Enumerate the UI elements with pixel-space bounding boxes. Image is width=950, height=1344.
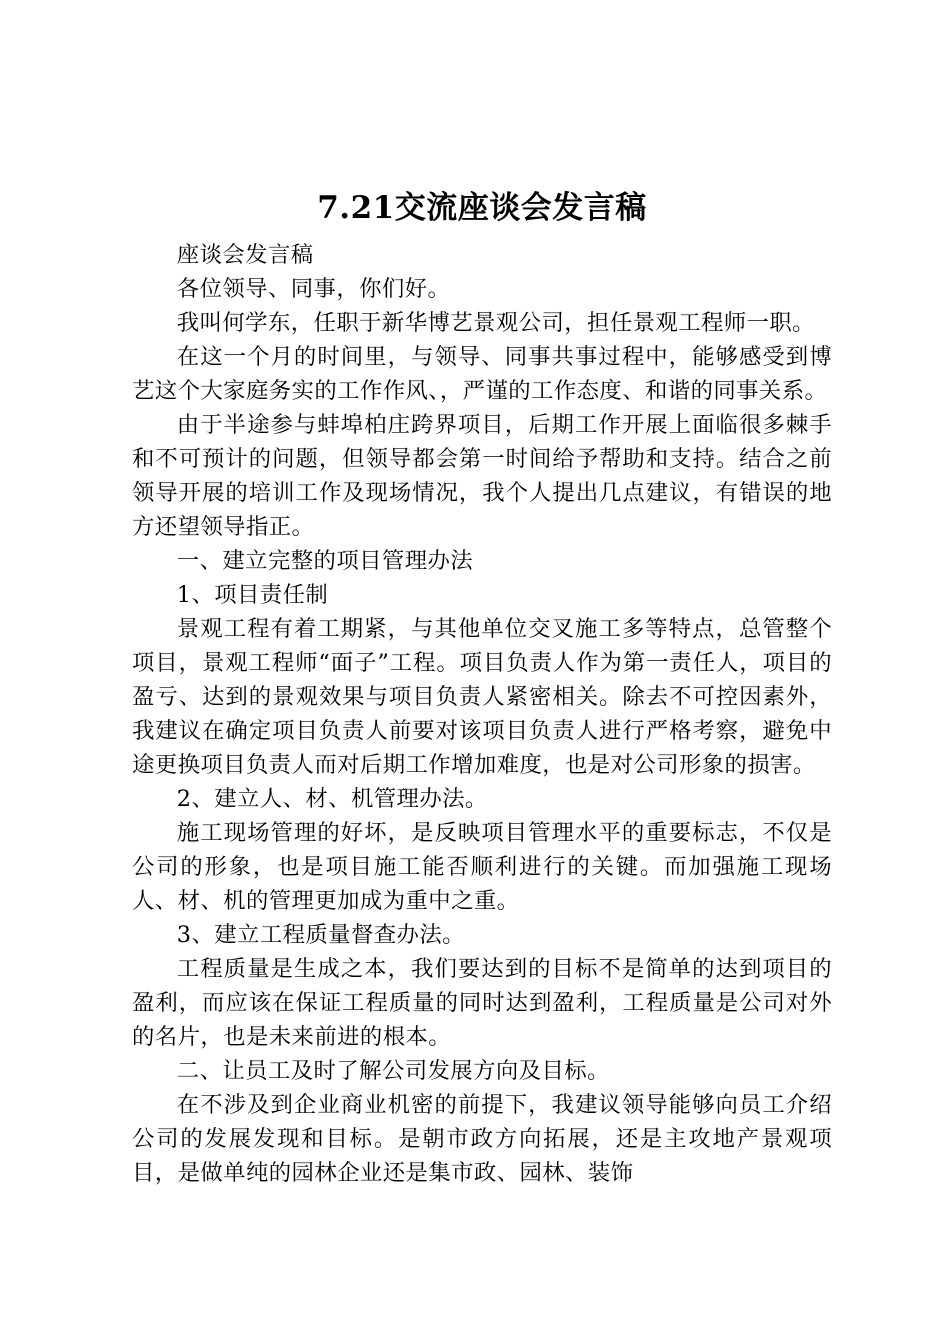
subsection-heading-2: 2、建立人、材、机管理办法。 bbox=[176, 786, 488, 812]
section-heading-1: 一、建立完整的项目管理办法 bbox=[176, 548, 474, 574]
document-title: 7.21交流座谈会发言稿 bbox=[317, 190, 647, 226]
document-page bbox=[132, 182, 832, 1190]
paragraph-project-responsibility: 景观工程有着工期紧，与其他单位交叉施工多等特点，总管整个项目，景观工程师“面子”工程。项目负责人作为第一责任人，项目的盈亏、达到的景观效果与项目负责人紧密相关。除去不可控因素外，我建议在确定项目负责人前要对该项目负责人进行严格考察，避免中途更换项目负责人而对后期工作增加难度，也是对公司形象的损害。 bbox=[132, 616, 832, 778]
paragraph-introduction: 我叫何学东，任职于新华博艺景观公司，担任景观工程师一职。 bbox=[176, 310, 815, 336]
document-body bbox=[132, 238, 832, 1190]
paragraph-site-management: 施工现场管理的好坏，是反映项目管理水平的重要标志，不仅是公司的形象，也是项目施工能否顺利进行的关键。而加强施工现场人、材、机的管理更加成为重中之重。 bbox=[132, 820, 832, 914]
paragraph-quality: 工程质量是生成之本，我们要达到的目标不是简单的达到项目的盈利，而应该在保证工程质量的同时达到盈利，工程质量是公司对外的名片，也是未来前进的根本。 bbox=[132, 956, 832, 1050]
section-heading-2: 二、让员工及时了解公司发展方向及目标。 bbox=[176, 1058, 610, 1084]
paragraph-greeting: 各位领导、同事，你们好。 bbox=[176, 276, 451, 302]
subsection-heading-1: 1、项目责任制 bbox=[176, 582, 329, 608]
subsection-heading-3: 3、建立工程质量督查办法。 bbox=[176, 922, 465, 948]
paragraph-background: 由于半途参与蚌埠柏庄跨界项目，后期工作开展上面临很多棘手和不可预计的问题，但领导都会第一时间给予帮助和支持。结合之前领导开展的培训工作及现场情况，我个人提出几点建议，有错误的地方还望领导指正。 bbox=[132, 412, 832, 540]
paragraph-impression: 在这一个月的时间里，与领导、同事共事过程中，能够感受到博艺这个大家庭务实的工作作风、，严谨的工作态度、和谐的同事关系。 bbox=[132, 344, 832, 404]
paragraph-company-direction: 在不涉及到企业商业机密的前提下，我建议领导能够向员工介绍公司的发展发现和目标。是朝市政方向拓展，还是主攻地产景观项目，是做单纯的园林企业还是集市政、园林、装饰 bbox=[132, 1092, 832, 1186]
paragraph-heading-line: 座谈会发言稿 bbox=[176, 242, 314, 268]
